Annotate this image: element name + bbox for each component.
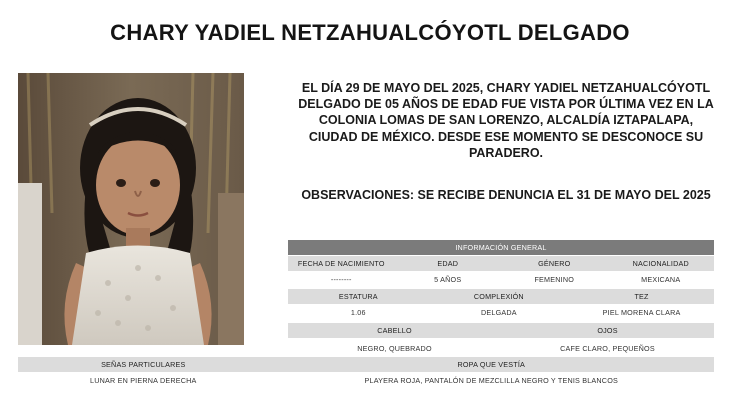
person-name-title: CHARY YADIEL NETZAHUALCÓYOTL DELGADO <box>110 20 630 45</box>
header-eyes: OJOS <box>597 326 618 335</box>
value-hair: NEGRO, QUEBRADO <box>357 344 432 353</box>
photo-illustration <box>18 73 244 345</box>
bottom-header-row <box>18 357 714 372</box>
missing-person-photo <box>18 73 244 345</box>
info-value-row-2 <box>288 305 714 320</box>
value-distinguishing-marks: LUNAR EN PIERNA DERECHA <box>90 376 197 385</box>
value-clothing: PLAYERA ROJA, PANTALÓN DE MEZCLILLA NEGRO Y TENIS BLANCOS <box>364 376 618 385</box>
value-height: 1.06 <box>350 308 366 317</box>
info-value-row-3 <box>288 341 714 356</box>
info-header-row-1 <box>288 256 714 271</box>
info-header-row-2 <box>288 289 714 304</box>
value-birthdate: -------- <box>330 275 352 284</box>
bottom-value-row <box>18 373 714 388</box>
value-eyes: CAFE CLARO, PEQUEÑOS <box>560 344 655 353</box>
header-gender: GÉNERO <box>538 259 571 268</box>
header-distinguishing-marks: SEÑAS PARTICULARES <box>101 360 186 369</box>
header-clothing: ROPA QUE VESTÍA <box>457 360 526 369</box>
header-build: COMPLEXIÓN <box>473 292 524 301</box>
header-birthdate: FECHA DE NACIMIENTO <box>297 259 385 268</box>
header-height: ESTATURA <box>338 292 378 301</box>
general-info-heading-label: INFORMACIÓN GENERAL <box>455 243 547 252</box>
header-nationality: NACIONALIDAD <box>632 259 689 268</box>
value-complexion: PIEL MORENA CLARA <box>602 308 681 317</box>
info-value-row-1 <box>288 272 714 287</box>
value-nationality: MEXICANA <box>641 275 681 284</box>
header-age: EDAD <box>437 259 459 268</box>
value-age: 5 AÑOS <box>434 275 462 284</box>
info-header-row-3 <box>288 323 714 338</box>
observations-text: OBSERVACIONES: SE RECIBE DENUNCIA EL 31 DE MAYO DEL 2025 <box>301 188 711 202</box>
header-complexion: TEZ <box>634 292 649 301</box>
value-build: DELGADA <box>480 308 517 317</box>
disappearance-description: EL DÍA 29 DE MAYO DEL 2025, CHARY YADIEL NETZAHUALCÓYOTL DELGADO DE 05 AÑOS DE EDAD FUE VISTA POR ÚLTIMA VEZ EN LA COLONIA LOMAS DE SAN LORENZO, ALCALDÍA IZTAPALAPA, CIUDAD DE MÉXICO. DESDE ESE MOMENTO SE DESCONOCE SU PARADERO. <box>298 81 714 160</box>
general-info-heading <box>288 240 714 255</box>
header-hair: CABELLO <box>377 326 412 335</box>
value-gender: FEMENINO <box>534 275 575 284</box>
